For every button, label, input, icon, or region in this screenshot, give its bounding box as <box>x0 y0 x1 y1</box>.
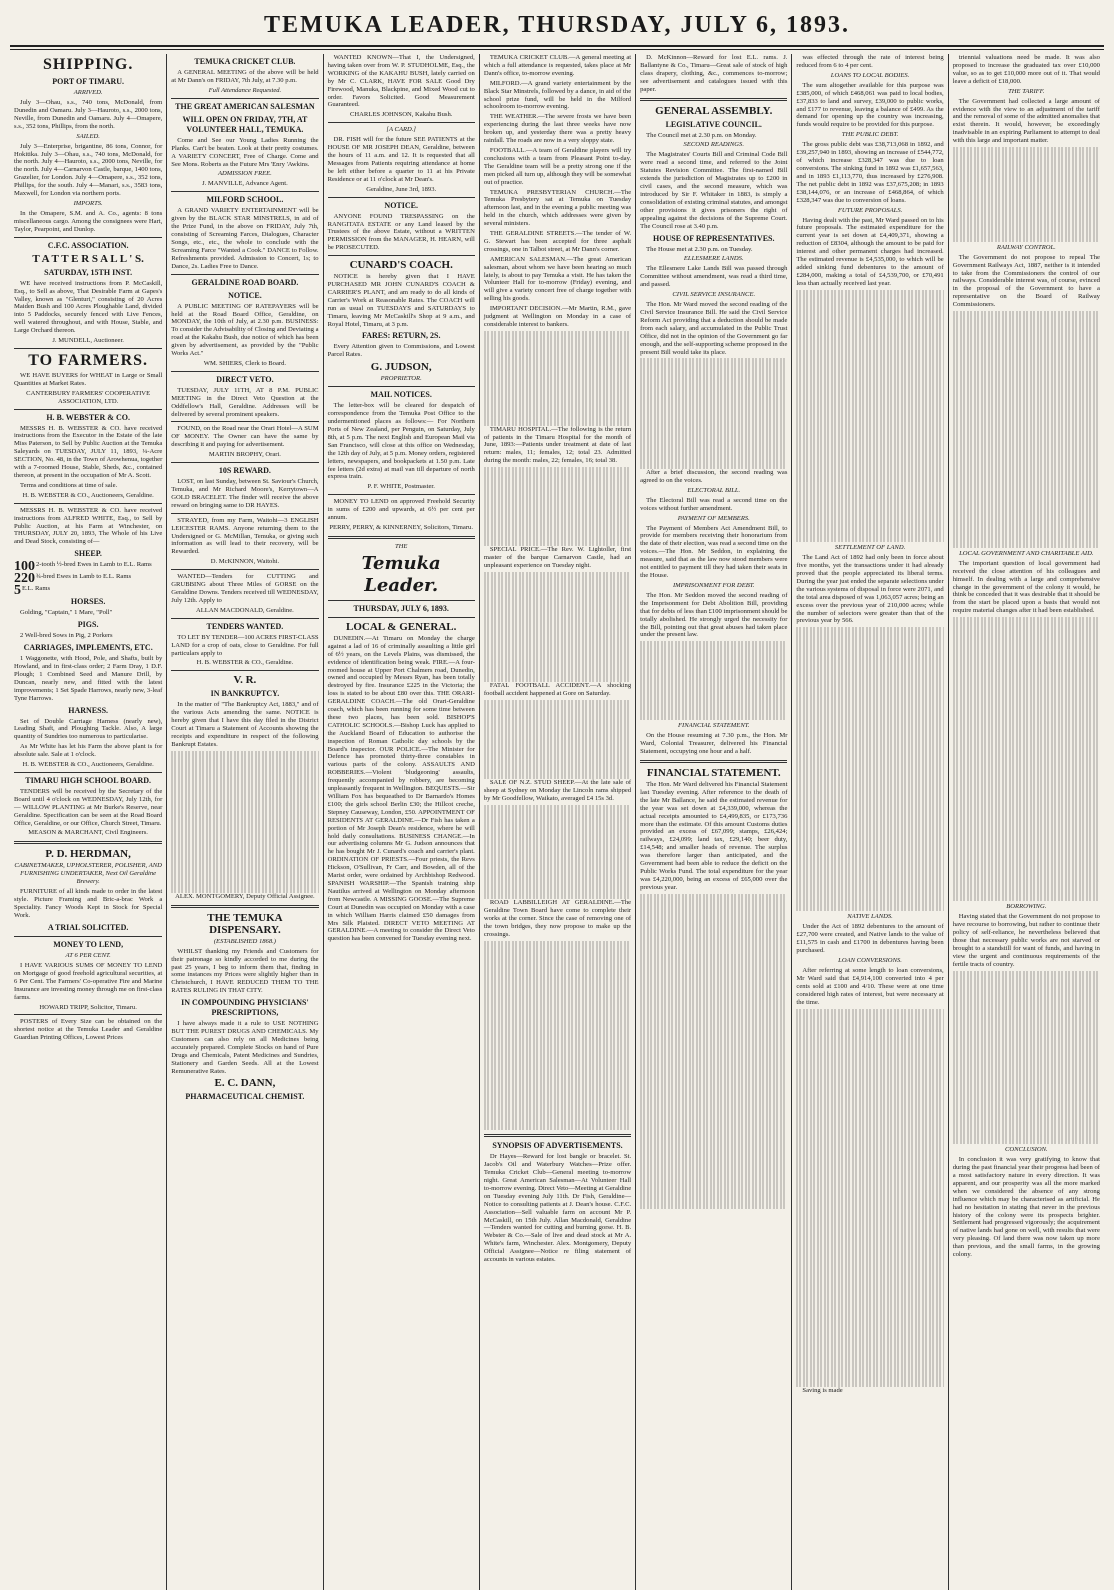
divider <box>14 841 162 844</box>
fs-title: FINANCIAL STATEMENT. <box>646 766 781 779</box>
news-continued <box>484 331 631 426</box>
local-gov-continued <box>953 617 1100 901</box>
financial-title: FINANCIAL STATEMENT. <box>677 722 750 730</box>
divider <box>171 274 318 275</box>
divider <box>171 462 318 463</box>
herdman-trial: A TRIAL SOLICITED. <box>47 923 129 932</box>
arrived-list: July 3—Ohau, s.s., 740 tons, McDonald, from Dunedin and Oamaru. July 3—Hauroto, s.s., 2000 tons, Neville, from Dunedin and Oamaru. July 4—Omapere, s.s., 352 tons, Phillips, from the north. <box>14 99 163 130</box>
divider <box>328 617 475 618</box>
horses-title: HORSES. <box>70 597 106 607</box>
debt-title: THE PUBLIC DEBT. <box>841 131 899 139</box>
fs-text: The Hon. Mr Ward delivered his Financial Statement last Tuesday evening. After reference to the death of the late Mr Ballance, he said the estimated revenue for the year was set down at £4,339,000, whereas the actual receipts amounted to £4,499,835, or £173,736 more than the estimate. Of this amount Customs duties provided an excess of £67,099; stamps, £26,424; railways, £24,099; land tax, £29,140; beer duty, £14,548; and smaller heads of revenue. The surplus was therefore larger than anticipated, and the Government had been able to reduce the deficit on the Public Works Fund. The total expenditure for the year was £4,220,000, being an excess of £65,000 over the previous year. <box>640 780 788 891</box>
divider <box>328 386 475 387</box>
divider <box>640 98 787 101</box>
column-6 <box>791 54 947 1590</box>
milford-text: A GRAND VARIETY ENTERTAINMENT will be given by the BLACK STAR MINSTRELS, in aid of the Prize Fund, in the above on FRIDAY, July 7th, consisting of Screaming Farces, Dialogues, Character Songs, etc., etc., the whole to conclude with the Screaming Farce "Wanted a Cook." DANCE to Follow. Refreshments provided. Admission to Concert, 1s; to Dance, 2s. Ladies Free to Dance. <box>171 207 319 270</box>
borrowing-title: BORROWING. <box>1006 903 1047 911</box>
strayed-sign: D. McKINNON, Waitohi. <box>210 558 280 566</box>
sheep-lot-220: 220 ¾-bred Ewes in Lamb to E.L. Rams <box>14 571 132 587</box>
divider <box>328 494 475 495</box>
loan-text: After referring at some length to loan conversions, Mr Ward said that £4,914,100 converted into 4 per cents sold at £100 and 4/10. These were at one time considered high rates of interest, but were necessary at the time. <box>796 967 944 1006</box>
house-title: HOUSE OF REPRESENTATIVES. <box>653 233 775 243</box>
caution-news: SPECIAL PRICE.—The Rev. W. Lightoller, first master of the barque Carnarvon Castle, had an unpleasant experience on Tuesday night. <box>483 546 632 569</box>
tariff-title: THE TARIFF. <box>1008 87 1045 95</box>
strayed-text: STRAYED, from my Farm, Waitohi—3 ENGLISH LEICESTER RAMS. Anyone returning them to the Undersigned or G. McMillan, Temuka, or giving such information as will lead to their recovery, will be Rewarded. <box>171 516 319 556</box>
port-title: PORT OF TIMARU. <box>52 77 125 86</box>
debt-text: The gross public debt was £38,713,068 in 1892, and £39,257,940 in 1893, showing an increase of £544,772, of which increase £328,347 was due to loan conversions. The sinking fund in 1892 was £1,657,563, and in 1893 £1,113,770, thus increased by £276,908. The net public debt in 1892 was £37,675,208; in 1893 £38,144,076, or an increase of £468,864, of which £328,347 was due to conversion of loans. <box>796 141 944 204</box>
found-text: FOUND, on the Road near the Orari Hotel—A SUM OF MONEY. The Owner can have the same by describing it and paying for advertisement. <box>171 425 319 449</box>
trespass-text: ANYONE FOUND TRESPASSING on the RANGITATA ESTATE or any Land leased by the Trustees of the above Estate, without a WRITTEN PERMISSION from the MANAGER, H. HEARN, will be PROSECUTED. <box>327 212 475 252</box>
electoral-text: The Electoral Bill was read a second time on the voices without further amendment. <box>640 496 788 512</box>
school-text: TENDERS will be received by the Secretary of the Board until 4 o'clock on WEDNESDAY, July 12th, for— WILLOW PLANTING at Mr Burke's Reserve, near Geraldine. Specification can be seen at the Road Board Office, Geraldine, or our Office, Church Street, Timaru. <box>14 787 163 827</box>
tattersall-text: WE have received instructions from P. McCaskill, Esq., to Sell as above, That Desirable Farm at Gapes's Valley, known as "Glenturi," consisting of 20 Acres Maiden Bush and 100 Acres Ploughable Land, divided into 5 Paddocks, securely fenced with Live Fences, well watered throughout, and with House, Stable, and Large Orchard thereon. <box>14 279 163 335</box>
milford-news: MILFORD.—A grand variety entertainment by the Black Star Minstrels, followed by a dance, in aid of the school prize fund, will be held in the Milford schoolroom to-morrow evening. <box>483 79 632 111</box>
presbyterian-news: TEMUKA PRESBYTERIAN CHURCH.—The Temuka Presbytery sat at Temuka on Tuesday afternoon last, and in the evening a public meeting was held in the church, which addresses were given by several ministers. <box>483 188 632 228</box>
second-readings-title: SECOND READINGS. <box>683 141 744 149</box>
imprison-continued <box>640 641 787 720</box>
milford-title: MILFORD SCHOOL. <box>206 195 284 205</box>
geraldine-news: ROAD LABBILLEIGH AT GERALDINE.—The Geraldine Town Board have come to complete their works at the corner. Since the case of removing one of the town bridges, they now propose to make up the crossings. <box>483 899 632 938</box>
ellesmere-text: The Ellesmere Lake Lands Bill was passed through Committee without amendment, was read a third time, and passed. <box>640 265 788 289</box>
assembly-title: GENERAL ASSEMBLY. <box>655 104 773 117</box>
wanted-known-text: WANTED KNOWN—That I, the Undersigned, having taken over from W. P. STUDHOLME, Esq., the WORKING of the KAKAHU BUSH, lately carried on by Mr C. CLARK, HAVE FOR SALE Good Dry Firewood, Manuka, Blackpine, and Mixed Wood cut to order. Favors Solicited. Good Measurement Guaranteed. <box>327 54 475 109</box>
financial-text: On the House resuming at 7.30 p.m., the Hon. Mr Ward, Colonial Treasurer, delivered his Financial Statement, occupying one hour and a half. <box>640 732 788 756</box>
arrived-title: ARRIVED. <box>73 89 103 96</box>
card-label: [A CARD.] <box>386 126 416 134</box>
dann-name: E. C. DANN, <box>214 1077 276 1090</box>
bankruptcy-title: IN BANKRUPTCY. <box>210 689 280 699</box>
railway-text: The Government do not propose to repeal The Government Railways Act, 1887, neither is it intended to take from the Commissioners the control of our railways. Considerable interest was, of course, evinced in the proposal of the Government to have a representative on the Board of Railway Commissioners. <box>952 253 1100 309</box>
council-title: LEGISLATIVE COUNCIL. <box>665 119 762 129</box>
cunard-fares: FARES: RETURN, 2S. <box>361 331 441 341</box>
settlement-title: SETTLEMENT OF LAND. <box>834 544 906 552</box>
cricket-news: TEMUKA CRICKET CLUB.—A general meeting at which a full attendance is requested, takes place at Mr Dann's office, to-morrow evening. <box>483 54 632 77</box>
cunard-text: NOTICE is hereby given that I HAVE PURCHASED MR JOHN CUNARD'S COACH & CARRIER'S PLANT, and am ready to do all kinds of Carrier's Work at Reasonable Rates. The COACH will run as usual on TUESDAYS and SATURDAYS to Timaru, leaving Mr McCaskill's Shop at 9 a.m., and Royal Hotel, Timaru, at 3 p.m. <box>327 273 475 328</box>
money-sign: HOWARD TRIPP, Solicitor, Timaru. <box>39 1003 137 1011</box>
civil-title: CIVIL SERVICE INSURANCE. <box>672 291 756 299</box>
leader-date: THURSDAY, JULY 6, 1893. <box>353 603 449 613</box>
dispensary-text: WHILST thanking my Friends and Customers for their patronage so kindly accorded to me during the past 25 years, I beg to inform them that, finding in some instances my Prices were slightly higher than in Christchurch, I HAVE REDUCED THEM TO THE RATES RULING IN THAT CITY. <box>171 947 319 995</box>
settlement-continued <box>796 627 943 911</box>
civil-text: The Hon. Mr Ward moved the second reading of the Civil Service Insurance Bill. He said the Civil Service Reform Act providing that a deduction should be made from each salary, and accumulated in the Public Trust Office, did not in the opinion of the Government go far enough, and the self-supporting scheme proposed in the present Bill would take its place. <box>640 301 788 356</box>
divider <box>328 197 475 198</box>
loan-continued <box>796 1009 943 1388</box>
divider <box>171 98 318 99</box>
bankruptcy-list <box>171 751 318 893</box>
column-1 <box>10 54 166 1590</box>
cfc-title: C.F.C. ASSOCIATION. <box>47 240 129 250</box>
debate-text: After a brief discussion, the second reading was agreed to on the voices. <box>640 468 788 484</box>
divider <box>171 191 318 192</box>
divider <box>328 600 475 601</box>
fs-continued <box>640 894 787 1210</box>
divider <box>14 936 162 937</box>
divider <box>640 760 787 763</box>
webster-title: H. B. WEBSTER & CO. <box>46 412 130 422</box>
payment-title: PAYMENT OF MEMBERS. <box>677 514 750 522</box>
sailed-title: SAILED. <box>76 132 100 140</box>
wanted-known-sign: CHARLES JOHNSON, Kakahu Bush. <box>350 111 453 119</box>
tariff-text: The Government had collected a large amount of evidence with the view to an adjustment of the tariff and the removal of some of the admitted anomalies that exist therein. It would, however, be exceedingly inadvisable in an expiring Parliament to attempt to deal with this large and important matter. <box>952 97 1100 145</box>
farmers-sign: CANTERBURY FARMERS' COOPERATIVE ASSOCIATION, LTD. <box>26 389 151 405</box>
trespass-notice: NOTICE. <box>384 200 418 210</box>
dispensary-text2: I have always made it a rule to USE NOTHING BUT THE PUREST DRUGS AND CHEMICALS. My Customers can also rely on all Medicines being accurately prepared. Complete Stocks on hand of Pure Drugs and Chemicals, Patent Medicines and Sundries, Stationery and Garden Seeds. All at the Lowest Remunerative Rates. <box>171 1020 319 1075</box>
bankruptcy-sign: ALEX. MONTGOMERY, Deputy Official Assignee. <box>175 892 315 900</box>
railway-title: RAILWAY CONTROL. <box>996 243 1056 251</box>
settlement-text: The Land Act of 1892 had only been in force about five months, yet the transactions under it had already proved that the people appreciated its liberal terms. During the year just ended the separate selections under the various systems of disposal in force were 2071, and the total area disposed of was 1,063,057 acres; being an excess over the previous year of 210,000 acres; while the number of selectors were greater than that of the previous year by 566. <box>796 554 944 625</box>
divider <box>171 513 318 514</box>
horses-desc: Golding, "Captain," 1 Mare, "Poll" <box>20 609 113 617</box>
divider <box>14 1014 162 1015</box>
salesman-venue: WILL OPEN ON FRIDAY, 7TH, AT VOLUNTEER HALL, TEMUKA. <box>182 114 308 134</box>
let-text: TO LET BY TENDER—100 ACRES FIRST-CLASS LAND for a crop of oats, close to Geraldine. For full particulars apply to <box>171 633 319 657</box>
sheep-lot-100: 100 2-tooth ½-bred Ewes in Lamb to E.L. Rams <box>14 559 152 575</box>
news-continued <box>484 700 631 779</box>
webster2-close: As Mr White has let his Farm the above plant is for absolute sale. Sale at 1 o'clock. <box>14 743 163 759</box>
divider <box>14 237 162 238</box>
road-sign: WM. SHIERS, Clerk to Board. <box>203 359 287 367</box>
mckinnon-text: D. McKinnon—Reward for lost E.L. rams. J. Ballantyne & Co., Timaru—Great sale of stock of high class drapery, clothing, &c., commences to-morrow; see advertisement and catalogues issued with this paper. <box>640 54 788 93</box>
conclusion-title: CONCLUSION. <box>1004 1146 1048 1154</box>
column-7 <box>948 54 1104 1590</box>
accident-news: FATAL FOOTBALL ACCIDENT.—A shocking football accident happened at Gore on Saturday. <box>483 682 632 698</box>
money-title: MONEY TO LEND, <box>53 940 124 949</box>
news-continued <box>484 467 631 546</box>
weather-news: THE WEATHER.—The severe frosts we have been experiencing during the last three weeks have now broken up, and yesterday there was a pretty heavy rainfall. The roads are now in a very sloppy state. <box>483 113 632 145</box>
pigs-title: PIGS. <box>77 620 99 630</box>
col6-text1: was effected through the rate of interest being reduced from 6 to 4 per cent. <box>796 54 944 69</box>
carriages-title: CARRIAGES, IMPLEMENTS, ETC. <box>23 643 153 653</box>
news-continued <box>484 941 631 1130</box>
herdman-sub: CABINETMAKER, UPHOLSTERER, POLISHER, AND FURNISHING UNDERTAKER, Next Oil Geraldine Brewery. <box>14 862 162 886</box>
loans-text: The sum altogether available for this purpose was £385,000, of which £468,061 was paid to local bodies, £37,833 to land and survey, £39,000 to public works, and £177 to revenue, leaving a balance of £499. As the demand for opening up the country was increasing, funds would require to be provided for this purpose. <box>796 81 944 129</box>
herdman-text: FURNITURE of all kinds made to order in the latest style. Picture Framing and Bric-a-brac Work a Speciality. Fancy Woods Kept in Stock for Special Work. <box>14 888 163 920</box>
cricket-text: A GENERAL MEETING of the above will be held at Mr Dann's on FRIDAY, 7th July, at 7.30 p.m. <box>171 69 319 84</box>
masthead-rule <box>10 45 1104 50</box>
column-4 <box>479 54 635 1590</box>
divider <box>14 409 162 410</box>
news-continued <box>484 805 631 900</box>
divider <box>171 421 318 422</box>
local-gov-title: LOCAL GOVERNMENT AND CHARITABLE AID. <box>959 549 1094 557</box>
judson-title: PROPRIETOR. <box>380 375 422 383</box>
native-text: Under the Act of 1892 debentures to the amount of £27,700 were created, and Native lands to the value of £11,575 in cash and £1700 in debentures having been purchased. <box>796 923 944 955</box>
cunard-note: Every Attention given to Commissions, and Lowest Parcel Rates. <box>327 343 475 359</box>
column-3 <box>323 54 479 1590</box>
harness-title: HARNESS. <box>68 705 109 715</box>
imports-title: IMPORTS. <box>73 199 103 207</box>
masthead: TEMUKA LEADER, THURSDAY, JULY 6, 1893. <box>263 12 851 38</box>
cricket-note: Full Attendance Requested. <box>208 86 282 94</box>
divider <box>171 905 318 908</box>
sale-news: SALE OF N.Z. STUD SHEEP.—At the late sale of sheep at Sydney on Monday the Lincoln rams shipped by Mr Goodfellow, Waikato, averaged £4 15s 3d. <box>483 778 632 802</box>
future-title: FUTURE PROPOSALS. <box>837 206 903 214</box>
divider <box>328 255 475 256</box>
shipping-title: SHIPPING. <box>42 56 134 73</box>
dispensary-compounding: IN COMPOUNDING PHYSICIANS' PRESCRIPTIONS, <box>181 998 309 1018</box>
salesman-admission: ADMISSION FREE. <box>218 170 272 178</box>
posters-text: POSTERS of Every Size can be obtained on the shortest notice at the Temuka Leader and Geraldine Guardian Printing Offices, Lowest Prices <box>14 1018 163 1042</box>
synopsis-text: Dr Hayes—Reward for lost bangle or bracelet. St. Jacob's Oil and Waterbury Watches—Prize offer. Temuka Cricket Club—General meeting to-morrow night. Great American Salesman—At Volunteer Hall to-morrow evening. Direct Veto—Meeting at Geraldine on Tuesday evening July 11th. Dr Fish, Geraldine—Notice to consulting patients at J. Dean's house. C.F.C. Association—Sell valuable farm on account Mr P. McCaskill, on 15th July. Allan Macdonald, Geraldine—Tenders wanted for cutting and burning gorse. H. B. Webster & Co.—Sale of live and dead stock at Mr A. White's farm, Winchester. Alex. Montgomery, Deputy Official Assignee—Notice re filing statement of accounts in various estates. <box>483 1153 632 1264</box>
tattersall-title: T A T T E R S A L L ' S. <box>32 252 144 265</box>
house-text: The House met at 2.30 p.m. on Tuesday. <box>646 245 753 253</box>
pigs-desc: 2 Well-bred Sows in Pig, 2 Porkers <box>20 632 113 640</box>
salesman-body: Come and See our Young Ladies Running the Planks. Can't be beaten. Look at their pretty costumes. A VARIETY CONCERT, Free of Charge. Come and See Mons. Roberts as the Future Mrs 'Enry 'Awkins. <box>171 136 319 168</box>
column-2 <box>166 54 322 1590</box>
loans-title: LOANS TO LOCAL BODIES. <box>830 71 910 79</box>
sheep-title: SHEEP. <box>74 549 102 559</box>
leader-the: THE <box>394 542 408 550</box>
divider <box>171 569 318 570</box>
webster2-sign: H. B. WEBSTER & CO., Auctioneers, Geraldine. <box>22 761 154 769</box>
divider <box>171 371 318 372</box>
salesman-sign: J. MANVILLE, Advance Agent. <box>202 180 288 188</box>
col7-text1: triennial valuations need be made. It was also proposed to increase the graduated tax over £10,000 value, so as to get £10,000 more out of it. That would leave a deficit of £18,000. <box>952 54 1100 85</box>
native-title: NATIVE LANDS. <box>847 913 893 921</box>
sailed-list: July 3—Enterprise, brigantine, 86 tons, Connor, for Hokitika. July 3—Ohau, s.s., 740 tons, McDonald, for the north. July 4—Hauroto, s.s., 2000 tons, Neville, for the north. July 4—Carnarvon Castle, barque, 1400 tons, Grazelier, for London. July 4—Omapere, s.s., 352 tons, Phillips, for the south. July 4—Manari, s.s., 3583 tons, Maxwell, for London via northern ports. <box>14 142 163 198</box>
loan-title: LOAN CONVERSIONS. <box>838 957 902 964</box>
road-notice: NOTICE. <box>228 290 262 300</box>
council-text: The Council met at 2.30 p.m. on Monday. <box>646 131 757 139</box>
dispensary-est: (ESTABLISHED 1868.) <box>213 937 276 945</box>
streets-news: THE GERALDINE STREETS.—The tender of W. G. Stewart has been accepted for three asphalt crossings, one in Talbot street, at Mr Dann's corner. <box>483 230 632 253</box>
cunard-title: CUNARD'S COACH. <box>349 259 453 272</box>
dispensary-title: THE TEMUKA DISPENSARY. <box>207 911 283 936</box>
news-continued <box>484 572 631 682</box>
dann-sub: PHARMACEUTICAL CHEMIST. <box>185 1092 305 1102</box>
civil-continued <box>640 358 787 468</box>
local-general-text: DUNEDIN.—At Timaru on Monday the charge against a lad of 16 of criminally assaulting a little girl of 6½ years, on the Levels Plains, was dismissed, the evidence of identification being weak. FIRE.—A four-roomed house at Upper Port Chalmers road, Dunedin, owned and occupied by Messrs Ryan, has been totally destroyed by fire. Insurance £225 in the Victoria; the loss is stated to be about £80 over this. THE ORARI-GERALDINE COACH.—The old Orari-Geraldine coach, which has been running for some time between these two places, has been sold. BISHOP'S CATHOLIC SCHOOLS.—Bishop Luck has applied to the Auckland Board of Education to authorise the inspection of Roman Catholic day schools by the Board's inspector. OUR POLICE.—The Minister for Defence has promoted thirty-three constables in various parts of the colony. ASSAULTS AND ROBBERIES.—Violent 'bludgeoning' assaults, frequently accompanied by robbery, are becoming unpleasantly frequent in Wellington. BEQUESTS.—Sir William Fox has bequeathed to Dr Barnardo's Homes £100; the girls school Berlin £30; the Hillcot creche, Stepney Causeway, London, £50. APPOINTMENT OF RESIDENTS AT GERALDINE.—Dr Fish has taken a portion of Mr Joseph Dean's residence, where he will hold daily consultations. BUSINESS CHANGE.—In our advertising columns Mr G. Judson announces that he has bought Mr J. Cunard's coach and carrier's plant. ORDINATION OF PRIESTS.—Four priests, the Revs Hickson, O'Sullivan, Fr Carr, and Bowden, all of the Marist order, were ordained by Archbishop Redwood. SPANISH WARSHIP.—The Spanish training ship Nautilus arrived at Wellington on Monday afternoon from Newcastle. A MISSING GOOSE.—The Supreme Court at Dunedin was occupied on Monday with a case in which William Harris claimed £50 damages from Mrs Silk Plaisted. DIRECT VETO MEETING AT GERALDINE.—A meeting to consider the Direct Veto question has been convened for Tuesday evening next. <box>327 634 475 943</box>
football-news: FOOTBALL.—A team of Geraldine players will try conclusions with a team from Pleasant Point to-day. The Geraldine team will be a pretty strong one if the men picked all turn up, although they will be somewhat out of practice. <box>483 146 632 186</box>
divider <box>171 618 318 619</box>
fish-date: Geraldine, June 3rd, 1893. <box>366 185 437 193</box>
divider <box>484 1134 631 1137</box>
mail-sign: P. F. WHITE, Postmaster. <box>367 483 435 491</box>
money-text: I HAVE VARIOUS SUMS OF MONEY TO LEND on Mortgage of good freehold agricultural securities, at 6 Per Cent. The Farmers' Co-operative Fire and Marine Insurance are investing money through me on first-class farms. <box>14 962 163 1001</box>
money-sub: AT 6 PER CENT. <box>65 952 111 959</box>
saving-text: Saving is made <box>802 1387 843 1395</box>
vr-crest: V. R. <box>233 674 257 687</box>
hospital-news: TIMARU HOSPITAL.—The following is the return of patients in the Timaru Hospital for the month of June, 1893:—Patients under treatment at date of last return: males, 11; females, 12; total 23. Admitted during the month: males, 22; females, 16; total 38. <box>483 425 632 465</box>
harness-desc: Set of Double Carriage Harness (nearly new), Leading Shaft, and Ploughing Tackle. Also, A large quantity of Sundries too numerous to particularise. <box>14 717 163 741</box>
imprison-text: The Hon. Mr Seddon moved the second reading of the Imprisonment for Debt Abolition Bill, providing that for debts of less than £100 imprisonment should be totally abolished. He strongly urged the necessity for the Bill, pointing out that great abuses had taken place under the present law. <box>640 591 788 639</box>
divider <box>14 348 162 349</box>
future-text: Having dealt with the past, Mr Ward passed on to his future proposals. The estimated expenditure for the current year is set down at £4,409,371, showing a reduction of £8304, although the amount to be paid for interest and other permanent charges had increased. The estimated revenue is £4,535,000, to which will be added sinking fund debentures to the amount of £284,000, making a total of £4,539,700, or £70,491 less than actually received last year. <box>796 216 944 287</box>
webster-terms: Terms and conditions at time of sale. <box>20 481 118 489</box>
found-sign: MARTIN BROPHY, Orari. <box>208 451 281 459</box>
leader-title: Temuka Leader. <box>361 552 441 596</box>
synopsis-title: SYNOPSIS OF ADVERTISEMENTS. <box>492 1141 623 1151</box>
tariff-continued <box>953 147 1100 242</box>
columns <box>10 54 1104 1590</box>
cricket-title: TEMUKA CRICKET CLUB. <box>194 57 296 66</box>
fish-text: DR. FISH will for the future SEE PATIENTS at the HOUSE OF MR JOSEPH DEAN, Geraldine, between the hours of 11 a.m. and 12. It is requested that all Messages from Patients requiring attendance at home be left either before a quarter to 11 at his Private Residence or at 11 o'clock at Mr Dean's. <box>327 136 475 183</box>
tenders-title: TENDERS WANTED. <box>206 621 284 631</box>
local-gov-text: The important question of local government had received the close attention of his colleagues and himself. In dealing with a large and comprehensive change in the government of the colony it would, he think be conceded that it was desirable that it should be from the start be placed upon a basis that would not require material changes after it had been established. <box>952 559 1100 615</box>
veto-title: DIRECT VETO. <box>216 374 274 384</box>
road-text: A PUBLIC MEETING OF RATEPAYERS will be held at the Road Board Office, Geraldine, on MONDAY, the 10th of July, at 2.30 p.m. BUSINESS: To consider the Advisability of Closing and Deviating a road at the Kakahu Bush, due notice of which has been given by advertisement, as provided by the "Public Works Act." <box>171 302 319 358</box>
borrowing-text: Having stated that the Government do not propose to have recourse to borrowing, but rather to continue their policy of self-reliance, he nevertheless believed that those that necessary public works are not starved or brought to a standstill for want of funds, and having in view the urgent and continuous requirements of the fertile tracts of country. <box>952 913 1100 968</box>
imprison-title: IMPRISONMENT FOR DEBT. <box>672 581 755 589</box>
road-board-title: GERALDINE ROAD BOARD. <box>191 277 299 287</box>
mail-title: MAIL NOTICES. <box>370 390 432 400</box>
reward-title: 10S REWARD. <box>218 466 271 476</box>
sheep-lot-5: 5 E.L. Rams <box>14 583 51 599</box>
tattersall-sign: J. MUNDELL, Auctioneer. <box>52 337 124 345</box>
future-continued <box>796 290 943 543</box>
divider <box>328 536 475 539</box>
carriages-desc: 1 Waggonette, with Hood, Pole, and Shafts, built by Howland, and in first-class order; 2 Farm Dray, 1 D.F. Plough; 1 Combined Seed and Manure Drill, by Duncan, nearly new, and fitted with the latest improvements; 1 Set Spade Harrows, nearly new, 3-leaf Tyne Harrows. <box>14 655 163 702</box>
webster2-text: MESSRS H. B. WEBSTER & CO. have received instructions from ALFRED WHITE, Esq., to Sell by Public Auction, at his Farm at Winchester, on THURSDAY, JULY 20, 1893, The Whole of his Live and Dead Stock, consisting of— <box>14 506 163 546</box>
borrowing-continued <box>953 971 1100 1145</box>
farmers-title: TO FARMERS. <box>28 351 149 369</box>
webster-sign: H. B. WEBSTER & CO., Auctioneers, Geraldine. <box>22 491 154 499</box>
railway-continued <box>953 311 1100 548</box>
conclusion-text: In conclusion it was very gratifying to know that during the past financial year their progress had been of a most satisfactory nature in every direction. It was apparent, and our prosperity was all the more marked when we considered the absence of any strong influence which may be characterised as artificial. He had no hesitation in stating that never in the previous history of the colony were its prospects brighter. Settlement had progressed vigorously; the acquirement of native lands had gone on well, with results that were very pleasing. Of land there was now taken up more than previous, and the small farms, in the growing colony. <box>952 1156 1100 1259</box>
salesman-title: THE GREAT AMERICAN SALESMAN <box>175 101 315 111</box>
second-readings-text: The Magistrates' Courts Bill and Criminal Code Bill were read a second time, and referred to the Joint Statutes Revision Committee. The first-named Bill extends the jurisdiction of Magistrates up to £200 in civil cases, and the second measure, which was introduced by Sir F. Whitaker in 1883, is simply a consolidation of existing criminal statutes, and amongst other provisions it gives prisoners the right of appealing against the decisions of the Supreme Court. The Council rose at 3.40 p.m. <box>640 151 788 230</box>
herdman-title: P. D. HERDMAN, <box>45 848 131 861</box>
divider <box>171 670 318 671</box>
money-lend-sign: PERRY, PERRY, & KINNERNEY, Solicitors, Timaru. <box>329 523 474 531</box>
judson-name: G. JUDSON, <box>370 361 432 374</box>
let-sign: H. B. WEBSTER & CO., Geraldine. <box>196 659 294 667</box>
wanted-text: WANTED—Tenders for CUTTING and GRUBBING about Three Miles of GORSE on the Geraldine Downs. Tenders received till WEDNESDAY, July 12th. Apply to <box>171 573 319 604</box>
mail-text: The letter-box will be cleared for despatch of correspondence from the Temuka Post Office to the undermentioned places as follows:— For Northern Ports of New Zealand, per Penguin, on Saturday, July 8th, at 5 p.m. The next English and European Mail via San Francisco, will close at this office on Wednesday, the 12th day of July, at 5 p.m. Money orders, registered letters, newspapers, and bookpackets at 1.50 p.m. Late fee letters (2d extra) at mail van till departure of north express train. <box>327 402 475 481</box>
divider <box>14 503 162 504</box>
imports-text: In the Omapere, S.M. and A. Co., agents: 8 tons miscellaneous cargo. Among the consignees were Hart, Taylor, Pearpoint, and Dunlop. <box>14 209 163 233</box>
electoral-title: ELECTORAL BILL. <box>687 486 741 494</box>
divider <box>328 122 475 123</box>
bankruptcy-text: In the matter of "The Bankruptcy Act, 1883," and of the various Acts amending the same. NOTICE is hereby given that I have this day filed in the District Court at Timaru a Statement of Accounts showing the receipts and expenditure in respect of the following Bankrupt Estates. <box>171 701 319 748</box>
payment-text: The Payment of Members Act Amendment Bill, to provide for members receiving their honorarium from the date of their election, was read a second time on the voices.—The Hon. Mr Seddon, in explaining the measure, said that as the law now stood members were not entitled to payment till they had taken their seats in the House. <box>640 524 788 579</box>
ellesmere-title: ELLESMERE LANDS. <box>683 255 744 263</box>
local-general-title: LOCAL & GENERAL. <box>346 620 457 633</box>
divider <box>14 772 162 773</box>
farmers-text: WE HAVE BUYERS for WHEAT in Large or Small Quantities at Market Rates. <box>14 371 163 387</box>
lost-text: LOST, on last Sunday, between St. Saviour's Church, Temuka, and Mr Richard Moore's, Kerrytown—A GOLD BRACELET. The finder will receive the above reward on bringing same to DR HAYES. <box>171 478 319 509</box>
veto-text: TUESDAY, JULY 11TH, AT 8 P.M. PUBLIC MEETING in the Direct Veto Question at the Oddfellow's Hall, Geraldine. Addresses will be delivered by several prominent speakers. <box>171 386 319 418</box>
school-title: TIMARU HIGH SCHOOL BOARD. <box>25 775 152 785</box>
webster-text: MESSRS H. B. WEBSTER & CO. have received instructions from the Executor in the Estate of the late Miss Paterson, to Sell by Public Auction at the Temuka Saleyards on TUESDAY, JULY 11, 1893, ¼-Acre SECTION, No. 48, in the Town of Arowhenua, together with a 7-roomed House, Stable, Sheds, &c., contained thereon, at present in the occupation of Mr A. Scott. <box>14 424 163 479</box>
school-sign: MEASON & MARCHANT, Civil Engineers. <box>28 829 148 837</box>
column-5 <box>635 54 791 1590</box>
money-lend-text: MONEY TO LEND on approved Freehold Security in sums of £200 and upwards, at 6½ per cent per annum. <box>327 498 475 522</box>
wanted-sign: ALLAN MACDONALD, Geraldine. <box>196 606 294 614</box>
decision-news: IMPORTANT DECISION.—Mr Martin, R.M., gave judgment at Wellington on Monday in a case of considerable interest to bankers. <box>483 305 632 328</box>
salesman-news: AMERICAN SALESMAN.—The great American salesman, about whom we have been hearing so much lately, is about to pay Temuka a visit. He has taken the Volunteer Hall for to-morrow (Friday) evening, and will give a variety concert free of charge together with selling his goods. <box>483 255 632 303</box>
tattersall-date: SATURDAY, 15TH INST. <box>44 267 133 277</box>
